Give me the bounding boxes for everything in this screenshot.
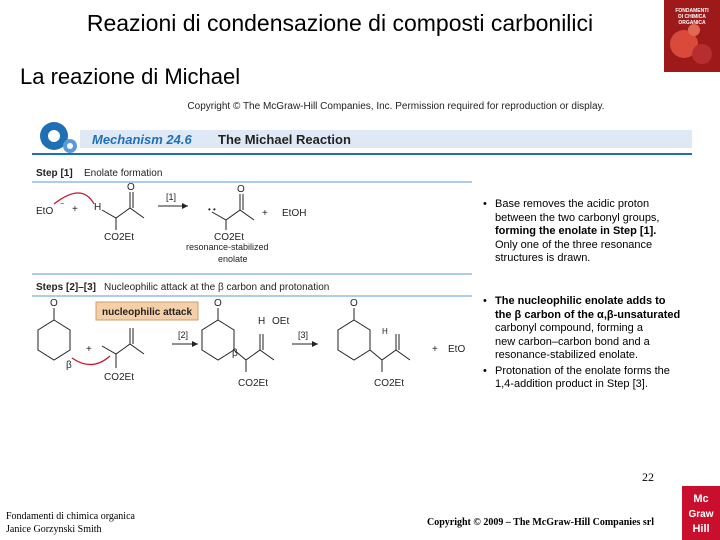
ethoxy-label: OEt <box>272 316 290 327</box>
plus-sign-3: + <box>86 344 92 355</box>
slide-subtitle: La reazione di Michael <box>20 64 241 89</box>
explanation-column <box>483 198 693 390</box>
footer-book-info <box>6 510 135 536</box>
ester-label-4: CO2Et <box>238 378 269 389</box>
page-number: 22 <box>642 470 654 484</box>
footer-book-title: Fondamenti di chimica organica <box>6 511 135 522</box>
step23-title: Nucleophilic attack at the β carbon and protonation <box>104 282 330 293</box>
mcgraw-hill-logo <box>682 486 720 540</box>
svg-text:• •: • • <box>208 205 216 214</box>
logo-line-2: Graw <box>688 509 714 520</box>
svg-text:O: O <box>50 298 58 309</box>
logo-line-3: Hill <box>692 523 710 535</box>
beta-label-2: β <box>232 348 238 359</box>
figure-copyright-line: Copyright © The McGraw-Hill Companies, Inc. Permission required for reproduction or display. <box>187 101 605 112</box>
mechanism-label: Mechanism 24.6 <box>92 132 192 147</box>
ethanol-label: EtOH <box>282 208 307 219</box>
hydrogen-label: H <box>94 202 102 213</box>
ester-label-1: CO2Et <box>104 232 135 243</box>
svg-text:O: O <box>214 298 222 309</box>
hydrogen-label-3: H <box>382 327 388 336</box>
ethoxide-label-2: EtO <box>448 344 466 355</box>
svg-text:O: O <box>127 182 135 193</box>
bullet-2-line-5: resonance-stabilized enolate. <box>495 349 639 361</box>
ester-label-3: CO2Et <box>104 372 135 383</box>
ester-label-5: CO2Et <box>374 378 405 389</box>
bullet-3-line-2: 1,4-addition product in Step [3]. <box>495 378 648 390</box>
cover-text-2: DI CHIMICA <box>678 14 706 20</box>
cover-text-1: FONDAMENTI <box>675 8 709 14</box>
bullet-2 <box>483 295 693 363</box>
bullet-1-line-1: • Base removes the acidic proton <box>495 198 650 210</box>
bullet-2-line-3: carbonyl compound, forming a <box>495 322 643 334</box>
nucleophilic-attack-label: nucleophilic attack <box>101 307 193 318</box>
bullet-1-line-5: structures is drawn. <box>495 252 591 264</box>
plus-sign-2: + <box>262 208 268 219</box>
bullet-1-line-4: Only one of the three resonance <box>495 238 653 251</box>
gear-icon <box>40 122 77 153</box>
bullet-1-line-2: between the two carbonyl groups, <box>495 211 660 224</box>
logo-line-1: Mc <box>693 493 709 505</box>
mechanism-name: The Michael Reaction <box>218 132 351 147</box>
beta-label-1: β <box>66 360 72 371</box>
bullet-2-line-2: the β carbon of the α,β-unsaturated <box>495 308 681 321</box>
svg-text:O: O <box>237 184 245 195</box>
bullet-2-line-4: new carbon–carbon bond and a <box>495 335 650 348</box>
plus-sign-4: + <box>432 344 438 355</box>
step1-label: Step [1] <box>36 168 73 179</box>
arrow3-label: [3] <box>298 330 309 340</box>
step23-label: Steps [2]–[3] <box>36 282 97 293</box>
hydrogen-label-2: H <box>258 316 266 327</box>
svg-text:−: − <box>60 201 65 208</box>
bullet-3-line-1: • Protonation of the enolate forms the <box>495 364 670 377</box>
ester-label-2: CO2Et <box>214 232 245 243</box>
step1-reactants <box>36 182 306 264</box>
resonance-caption-1: resonance-stabilized <box>186 242 269 252</box>
plus-sign: + <box>72 204 78 215</box>
arrow2-label: [2] <box>178 330 189 340</box>
footer-author: Janice Gorzynski Smith <box>6 524 102 535</box>
bullet-1-line-3: forming the enolate in Step [1]. <box>495 225 657 237</box>
arrow1-label: [1] <box>166 192 177 202</box>
footer-copyright: Copyright © 2009 – The McGraw-Hill Companies srl <box>427 517 655 528</box>
step1-title: Enolate formation <box>84 168 163 179</box>
slide-title: Reazioni di condensazione di composti carbonilici <box>86 10 594 36</box>
svg-text:O: O <box>350 298 358 309</box>
bullet-2-line-1: • The nucleophilic enolate adds to <box>495 295 666 307</box>
ethoxide-label: EtO <box>36 206 54 217</box>
bullet-1 <box>483 198 693 266</box>
cover-text-3: ORGANICA <box>678 20 706 26</box>
resonance-caption-2: enolate <box>218 254 248 264</box>
bullet-3 <box>483 365 693 392</box>
book-cover-image <box>664 0 720 72</box>
